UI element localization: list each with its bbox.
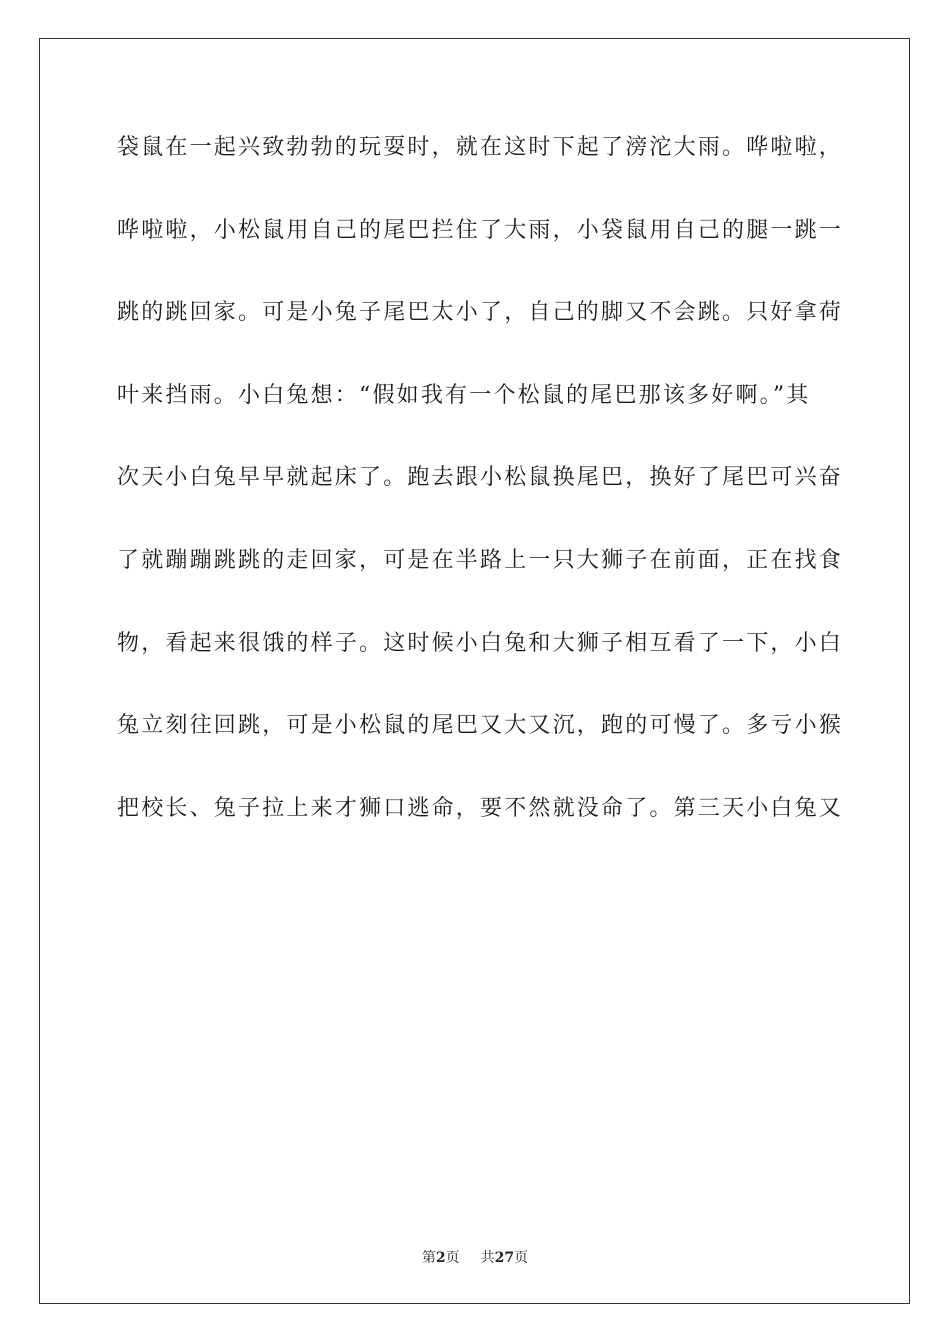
text-line: 把校长、兔子拉上来才狮口逃命，要不然就没命了。第三天小白兔又 bbox=[117, 795, 844, 821]
page-indicator bbox=[422, 1250, 464, 1266]
page-prefix: 第 bbox=[421, 1250, 436, 1266]
text-line: 兔立刻往回跳，可是小松鼠的尾巴又大又沉，跑的可慢了。多亏小猴 bbox=[117, 713, 844, 739]
text-line: 袋鼠在一起兴致勃勃的玩耍时，就在这时下起了滂沱大雨。哗啦啦， bbox=[117, 135, 844, 160]
total-pages: 27 bbox=[494, 1250, 515, 1266]
total-prefix: 共 bbox=[480, 1250, 495, 1266]
document-body bbox=[117, 118, 844, 861]
text-line: 叶来挡雨。小白兔想：“假如我有一个松鼠的尾巴那该多好啊。”其 bbox=[117, 382, 811, 408]
text-line: 哗啦啦，小松鼠用自己的尾巴拦住了大雨，小袋鼠用自己的腿一跳一 bbox=[117, 217, 844, 243]
total-pages-indicator bbox=[481, 1250, 528, 1266]
page-suffix: 页 bbox=[445, 1250, 460, 1266]
page-number: 2 bbox=[435, 1250, 446, 1266]
total-suffix: 页 bbox=[514, 1250, 529, 1266]
text-line: 跳的跳回家。可是小兔子尾巴太小了，自己的脚又不会跳。只好拿荷 bbox=[117, 300, 844, 326]
page-footer bbox=[0, 1247, 950, 1267]
text-line: 物，看起来很饿的样子。这时候小白兔和大狮子相互看了一下，小白 bbox=[117, 630, 844, 656]
text-line: 次天小白兔早早就起床了。跑去跟小松鼠换尾巴，换好了尾巴可兴奋 bbox=[117, 465, 844, 491]
text-line: 了就蹦蹦跳跳的走回家，可是在半路上一只大狮子在前面，正在找食 bbox=[117, 547, 844, 573]
